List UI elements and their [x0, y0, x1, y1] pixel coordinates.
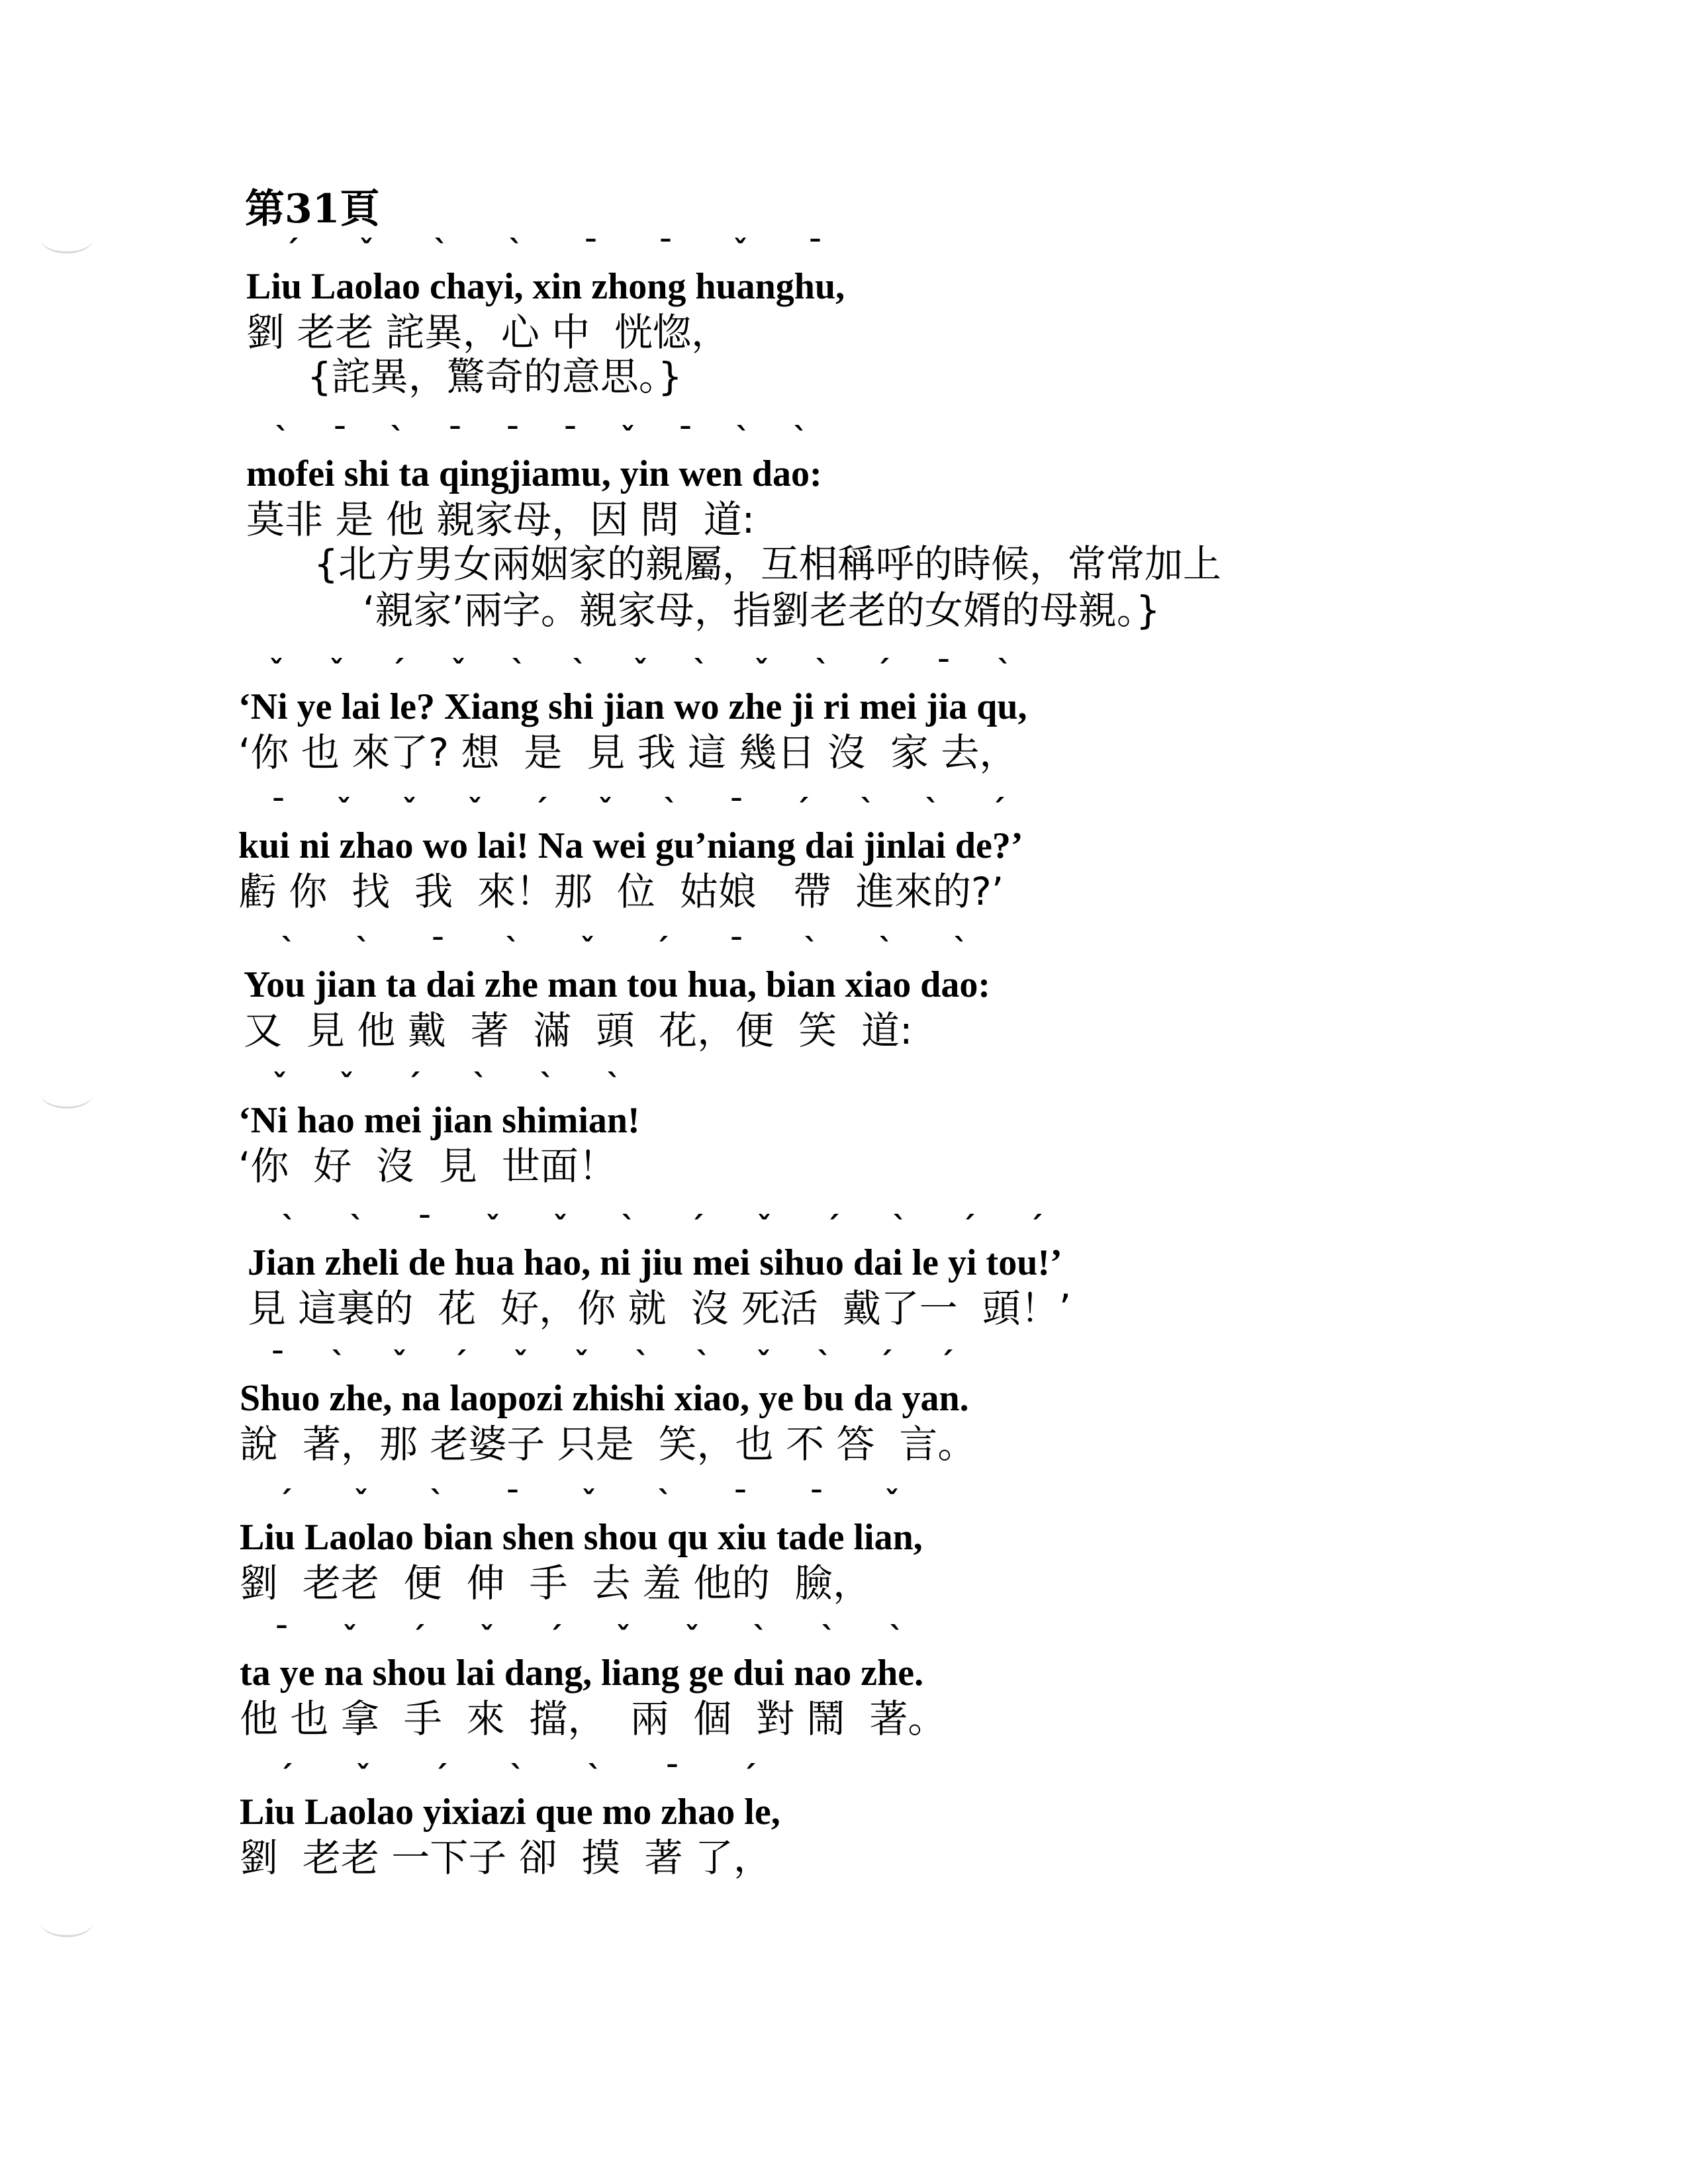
tone-mark: ˊ: [961, 1210, 976, 1246]
pinyin-line: Shuo zhe, na laopozi zhishi xiao, ye bu da yan.: [240, 1378, 969, 1419]
hanzi-line: 劉 老老 一下子 卻 摸 著 了，: [240, 1835, 772, 1880]
tone-mark: ˉ: [658, 234, 673, 269]
tone-mark: ˉ: [505, 1484, 520, 1520]
tone-mark: ˊ: [433, 1759, 448, 1795]
pinyin-line: Liu Laolao yixiazi que mo zhao le,: [240, 1792, 780, 1833]
tone-mark: ˉ: [678, 421, 693, 457]
tone-mark: ˋ: [355, 932, 371, 968]
hanzi-line: 劉 老老 便 伸 手 去 羞 他的 臉，: [240, 1561, 872, 1606]
hanzi-line: 劉 老老 詫異，心 中 恍惚，: [246, 310, 730, 355]
tone-mark: ˋ: [350, 1210, 365, 1246]
hanzi-line: 虧 你 找 我 來！那 位 姑娘 帶 進來的?’: [238, 869, 1004, 914]
tone-mark: ˇ: [620, 421, 635, 457]
tone-mark: ˋ: [587, 1759, 602, 1795]
tone-mark: ˇ: [451, 654, 466, 690]
tone-mark: ˇ: [884, 1484, 900, 1520]
tone-mark: ˊ: [689, 1210, 704, 1246]
tone-mark: ˋ: [735, 421, 751, 457]
hanzi-line: ‘你 好 沒 見 世面！: [238, 1144, 617, 1189]
tone-mark: ˇ: [272, 1068, 287, 1103]
tone-mark: ˊ: [878, 1345, 893, 1381]
tone-mark: ˋ: [275, 421, 290, 457]
tone-mark: ˇ: [513, 1345, 528, 1381]
tone-mark: ˋ: [878, 932, 894, 968]
tone-mark: ˋ: [817, 1345, 832, 1381]
tone-mark: ˇ: [342, 1620, 357, 1656]
hanzi-line: 見 這裏的 花 好，你 就 沒 死活 戴了一 頭！’: [248, 1286, 1072, 1331]
tone-mark: ˉ: [505, 421, 520, 457]
pinyin-line: ‘Ni ye lai le? Xiang shi jian wo zhe ji ri mei jia qu,: [238, 686, 1027, 727]
tone-mark: ˇ: [616, 1620, 631, 1656]
tone-mark: ˊ: [741, 1759, 757, 1795]
tone-mark: ˊ: [547, 1620, 563, 1656]
tone-mark: ˇ: [359, 234, 374, 269]
tone-mark: ˉ: [733, 1484, 748, 1520]
tone-mark: ˋ: [693, 654, 708, 690]
annotation-note: {北方男女兩姻家的親屬，互相稱呼的時候，常常加上: [314, 541, 1221, 586]
tone-mark: ˋ: [505, 932, 520, 968]
tone-mark: ˋ: [281, 1210, 297, 1246]
tone-mark: ˋ: [434, 234, 449, 269]
tone-mark: ˊ: [277, 1484, 293, 1520]
tone-mark: ˊ: [1028, 1210, 1043, 1246]
margin-hole-mark: [41, 225, 93, 253]
pinyin-line: Jian zheli de hua hao, ni jiu mei sihuo dai le yi tou!’: [248, 1242, 1062, 1283]
tone-mark: ˊ: [654, 932, 669, 968]
tone-mark: ˇ: [633, 654, 648, 690]
tone-mark: ˋ: [511, 654, 526, 690]
pinyin-line: ta ye na shou lai dang, liang ge dui nao zhe.: [240, 1653, 924, 1694]
tone-mark: ˋ: [953, 932, 968, 968]
tone-mark: ˉ: [274, 1620, 289, 1656]
tone-mark: ˇ: [581, 1484, 596, 1520]
tone-mark: ˊ: [825, 1210, 840, 1246]
tone-mark: ˊ: [284, 234, 299, 269]
margin-hole-mark: [41, 1080, 93, 1109]
pinyin-line: ‘Ni hao mei jian shimian!: [238, 1100, 640, 1141]
tone-mark: ˉ: [729, 932, 744, 968]
tone-mark: ˇ: [756, 1345, 771, 1381]
tone-mark: ˋ: [753, 1620, 768, 1656]
tone-mark: ˋ: [925, 793, 940, 829]
hanzi-line: 又 見 他 戴 著 滿 頭 花，便 笑 道:: [244, 1008, 913, 1053]
tone-mark: ˉ: [729, 793, 744, 829]
tone-mark: ˋ: [804, 932, 819, 968]
pinyin-line: Liu Laolao bian shen shou qu xiu tade lian,: [240, 1517, 923, 1558]
tone-mark: ˇ: [479, 1620, 494, 1656]
tone-mark: ˋ: [508, 234, 524, 269]
page-heading: 第31頁: [245, 186, 380, 232]
tone-mark: ˉ: [447, 421, 463, 457]
tone-mark: ˉ: [809, 1484, 824, 1520]
annotation-note: {詫異，驚奇的意思。}: [307, 354, 682, 399]
tone-mark: ˋ: [430, 1484, 445, 1520]
tone-mark: ˊ: [939, 1345, 954, 1381]
tone-mark: ˉ: [808, 234, 823, 269]
tone-mark: ˋ: [635, 1345, 650, 1381]
tone-mark: ˇ: [355, 1759, 371, 1795]
tone-mark: ˇ: [754, 654, 769, 690]
tone-mark: ˇ: [269, 654, 284, 690]
tone-mark: ˇ: [353, 1484, 369, 1520]
tone-mark: ˊ: [990, 793, 1006, 829]
tone-mark: ˋ: [572, 654, 587, 690]
tone-mark: ˇ: [392, 1345, 407, 1381]
tone-mark: ˋ: [696, 1345, 711, 1381]
tone-mark: ˇ: [598, 793, 613, 829]
tone-mark: ˇ: [553, 1210, 568, 1246]
tone-mark: ˋ: [281, 932, 296, 968]
tone-mark: ˋ: [997, 654, 1012, 690]
pinyin-line: You jian ta dai zhe man tou hua, bian xiao dao:: [244, 964, 991, 1005]
tone-mark: ˇ: [402, 793, 417, 829]
tone-mark: ˋ: [510, 1759, 525, 1795]
tone-mark: ˊ: [452, 1345, 467, 1381]
tone-mark: ˋ: [621, 1210, 636, 1246]
tone-mark: ˉ: [271, 793, 286, 829]
tone-mark: ˋ: [539, 1068, 555, 1103]
hanzi-line: 說 著，那 老婆子 只是 笑，也 不 答 言。: [240, 1422, 976, 1467]
tone-mark: ˋ: [860, 793, 875, 829]
tone-mark: ˊ: [533, 793, 548, 829]
tone-mark: ˉ: [417, 1210, 432, 1246]
tone-mark: ˉ: [563, 421, 578, 457]
tone-mark: ˋ: [657, 1484, 673, 1520]
pinyin-line: mofei shi ta qingjiamu, yin wen dao:: [246, 453, 822, 494]
pinyin-line: Liu Laolao chayi, xin zhong huanghu,: [246, 266, 845, 307]
tone-mark: ˋ: [663, 793, 679, 829]
tone-mark: ˋ: [331, 1345, 346, 1381]
tone-mark: ˉ: [665, 1759, 680, 1795]
tone-mark: ˋ: [473, 1068, 488, 1103]
hanzi-line: 他 也 拿 手 來 擋， 兩 個 對 鬧 著。: [240, 1696, 947, 1741]
pinyin-line: kui ni zhao wo lai! Na wei gu’niang dai jinlai de?’: [238, 825, 1023, 866]
tone-mark: ˋ: [815, 654, 830, 690]
tone-mark: ˇ: [574, 1345, 589, 1381]
tone-mark: ˉ: [270, 1345, 285, 1381]
tone-mark: ˊ: [794, 793, 810, 829]
tone-mark: ˋ: [889, 1620, 904, 1656]
tone-mark: ˋ: [892, 1210, 908, 1246]
tone-mark: ˇ: [336, 793, 352, 829]
hanzi-line: ‘你 也 來了? 想 是 見 我 這 幾日 沒 家 去，: [238, 730, 1018, 775]
tone-mark: ˋ: [793, 421, 808, 457]
tone-mark: ˊ: [406, 1068, 421, 1103]
tone-mark: ˋ: [821, 1620, 836, 1656]
tone-mark: ˉ: [936, 654, 951, 690]
tone-mark: ˇ: [467, 793, 483, 829]
tone-mark: ˇ: [684, 1620, 700, 1656]
tone-mark: ˊ: [278, 1759, 293, 1795]
annotation-note: ‘親家’兩字。親家母，指劉老老的女婿的母親。}: [363, 588, 1160, 633]
tone-mark: ˉ: [430, 932, 445, 968]
tone-mark: ˊ: [410, 1620, 426, 1656]
hanzi-line: 莫非 是 他 親家母，因 問 道:: [246, 497, 755, 542]
tone-mark: ˇ: [757, 1210, 772, 1246]
tone-mark: ˊ: [875, 654, 890, 690]
tone-mark: ˇ: [339, 1068, 354, 1103]
tone-mark: ˋ: [390, 421, 405, 457]
tone-mark: ˊ: [390, 654, 405, 690]
tone-mark: ˇ: [580, 932, 595, 968]
tone-mark: ˇ: [485, 1210, 500, 1246]
tone-mark: ˉ: [583, 234, 598, 269]
tone-mark: ˇ: [329, 654, 344, 690]
tone-mark: ˇ: [733, 234, 748, 269]
tone-mark: ˉ: [332, 421, 348, 457]
tone-mark: ˋ: [606, 1068, 622, 1103]
margin-hole-mark: [41, 1909, 93, 1937]
